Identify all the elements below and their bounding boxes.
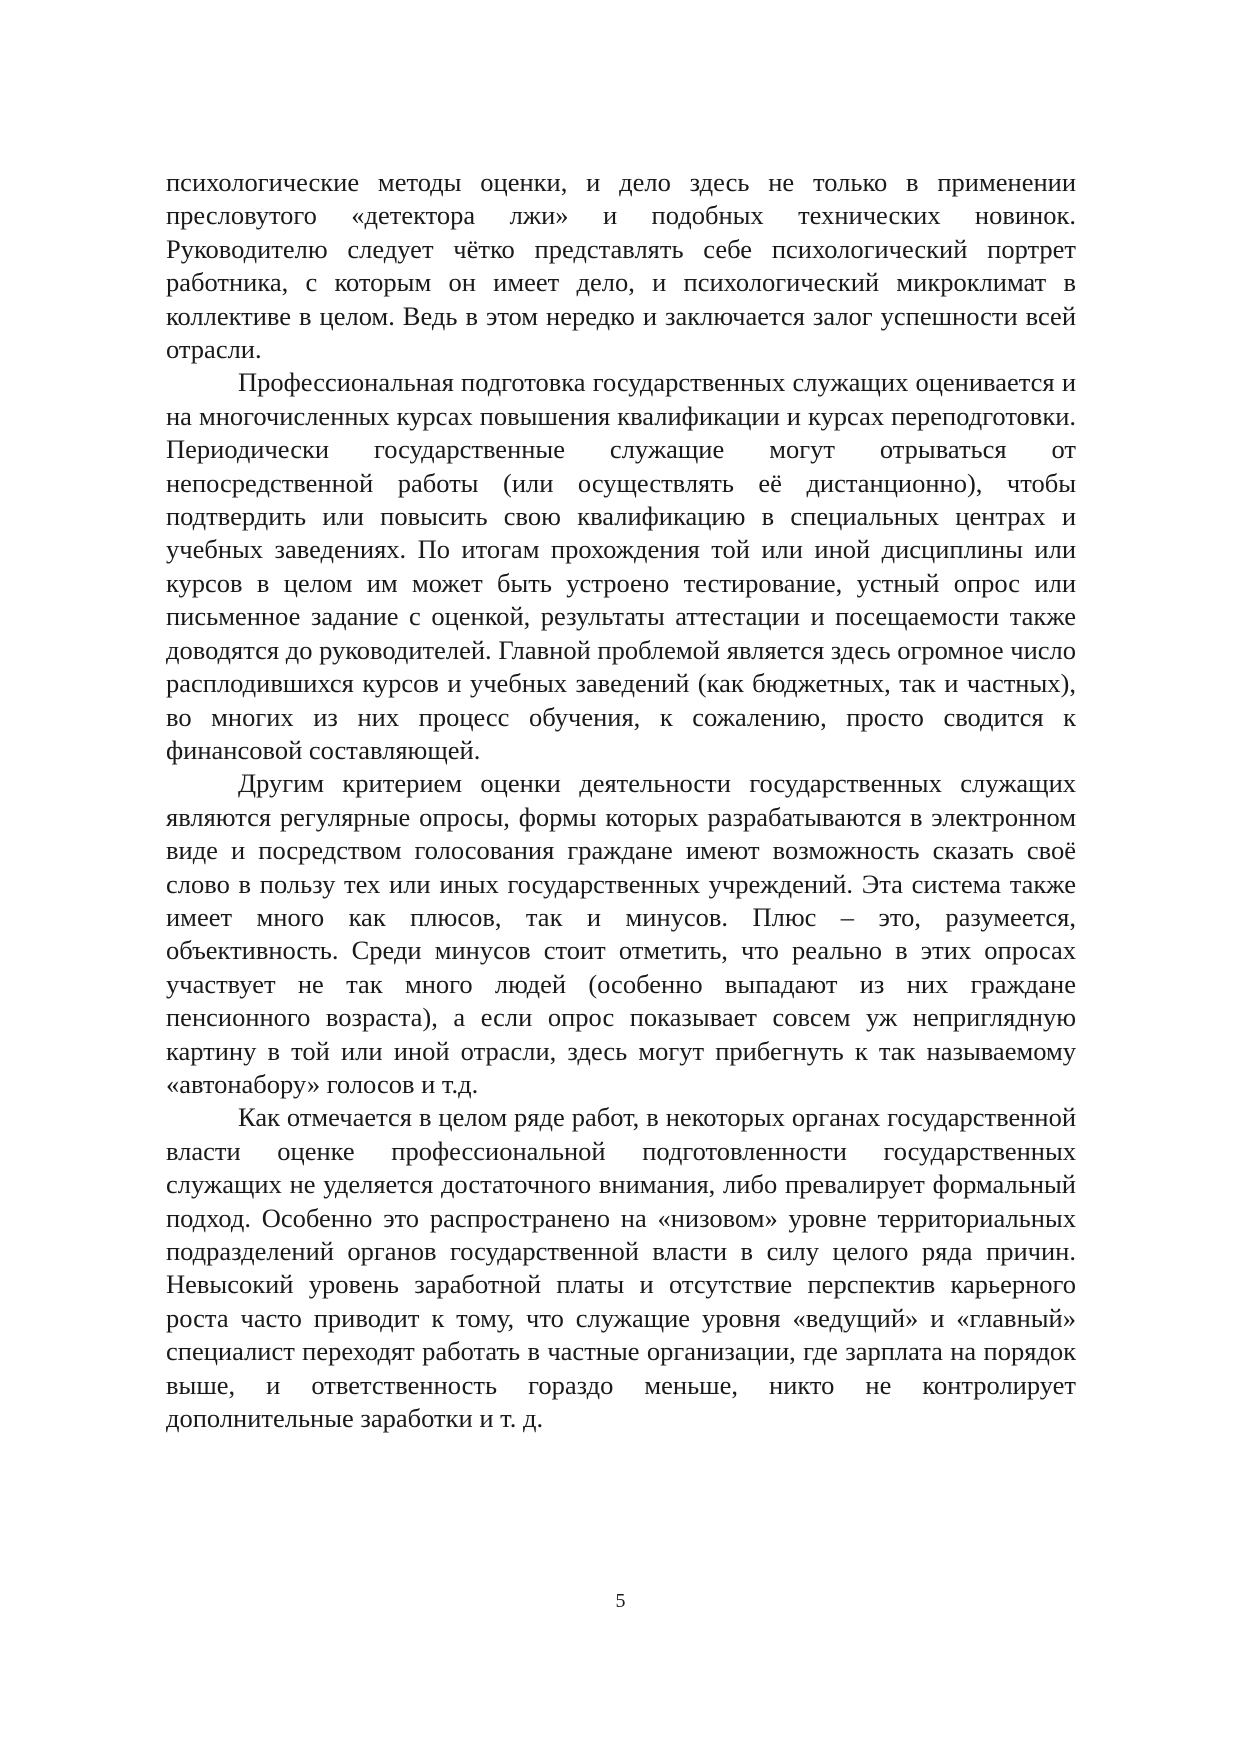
body-text xyxy=(166,166,1076,1435)
paragraph-formal-approach: Как отмечается в целом ряде работ, в некоторых органах государственной власти оценке профессиональной подготовленности государственных служащих не уделяется достаточного внимания, либо превалирует формальный подход. Особенно это распространено на «низовом» уровне территориальных подразделений органов государственной власти в силу целого ряда причин. Невысокий уровень заработной платы и отсутствие перспектив карьерного роста часто приводит к тому, что служащие уровня «ведущий» и «главный» специалист переходят работать в частные организации, где зарплата на порядок выше, и ответственность гораздо меньше, никто не контролирует дополнительные заработки и т. д. xyxy=(166,1102,1076,1434)
paragraph-continuation: психологические методы оценки, и дело здесь не только в применении пресловутого «детектора лжи» и подобных технических новинок. Руководителю следует чётко представлять себе психологический портрет работника, с которым он имеет дело, и психологический микроклимат в коллективе в целом. Ведь в этом нередко и заключается залог успешности всей отрасли. xyxy=(166,167,1076,365)
paragraph-professional-training: Профессиональная подготовка государственных служащих оценивается и на многочисленных курсах повышения квалификации и курсах переподготовки. Периодически государственные служащие могут отрываться от непосредственной работы (или осуществлять её дистанционно), чтобы подтвердить или повысить свою квалификацию в специальных центрах и учебных заведениях. По итогам прохождения той или иной дисциплины или курсов в целом им может быть устроено тестирование, устный опрос или письменное задание с оценкой, результаты аттестации и посещаемости также доводятся до руководителей. Главной проблемой является здесь огромное число расплодившихся курсов и учебных заведений (как бюджетных, так и частных), во многих из них процесс обучения, к сожалению, просто сводится к финансовой составляющей. xyxy=(166,367,1076,765)
page-number: 5 xyxy=(615,1590,626,1612)
paragraph-regular-surveys: Другим критерием оценки деятельности государственных служащих являются регулярные опросы, формы которых разрабатываются в электронном виде и посредством голосования граждане имеют возможность сказать своё слово в пользу тех или иных государственных учреждений. Эта система также имеет много как плюсов, так и минусов. Плюс – это, разумеется, объективность. Среди минусов стоит отметить, что реально в этих опросах участвует не так много людей (особенно выпадают из них граждане пенсионного возраста), а если опрос показывает совсем уж неприглядную картину в той или иной отрасли, здесь могут прибегнуть к так называемому «автонабору» голосов и т.д. xyxy=(166,768,1076,1099)
